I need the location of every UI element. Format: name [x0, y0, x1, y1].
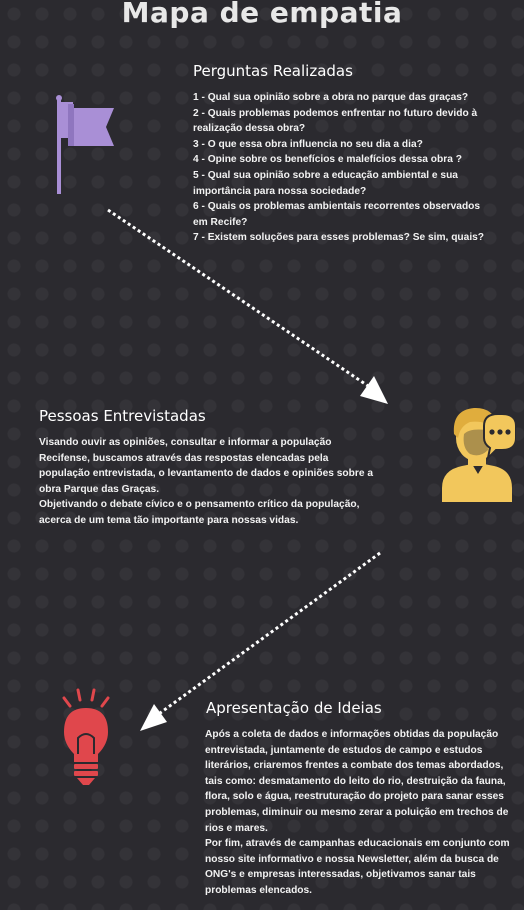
list-item: 3 - O que essa obra influencia no seu dia a dia? — [193, 138, 423, 150]
list-item: 5 - Qual sua opinião sobre a educação ambiental e sua importância para nossa sociedade? — [193, 169, 458, 197]
list-item: 7 - Existem soluções para esses problemas? Se sim, quais? — [193, 232, 485, 244]
list-item: 6 - Quais os problemas ambientais recorrentes observados em Recife? — [193, 201, 481, 228]
perguntas-heading: Perguntas Realizadas — [193, 62, 353, 80]
paragraph: Visando ouvir as opiniões, consultar e informar a população Recifense, buscamos através das respostas elencadas pela população entrevistada, o levantamento de dados e opiniões sobre a obra Parque das Graças. — [39, 437, 374, 495]
person-speech-icon — [440, 404, 516, 502]
ideias-heading: Apresentação de Ideias — [206, 699, 382, 717]
paragraph: Objetivando o debate cívico e o pensamento crítico da população, acerca de um tema tão importante para nossas vidas. — [39, 499, 360, 526]
ideias-text — [205, 727, 510, 899]
list-item: 1 - Qual sua opinião sobre a obra no parque das graças? — [193, 92, 469, 103]
pessoas-text — [39, 435, 374, 529]
list-item: 4 - Opine sobre os benefícios e malefícios dessa obra ? — [193, 154, 462, 166]
pessoas-heading: Pessoas Entrevistadas — [39, 407, 206, 425]
lightbulb-icon — [56, 688, 116, 788]
paragraph: Por fim, através de campanhas educacionais em conjunto com nosso site informativo e nossa Newsletter, além da busca de ONG's e empresas interessadas, objetivamos sanar tais problemas elencados. — [205, 838, 510, 896]
arrow-1 — [108, 210, 388, 404]
list-item: 2 - Quais problemas podemos enfrentar no futuro devido à realização dessa obra? — [193, 107, 478, 135]
page-title: Mapa de empatia — [121, 0, 403, 29]
paragraph: Após a coleta de dados e informações obtidas da população entrevistada, juntamente de estudos de campo e estudos literários, criaremos frentes a combate dos temas abordados, tais como: desmatamento do leito do rio, destruição da fauna, flora, solo e água, reestruturação do projeto para sanar esses problemas, diminuir ou mesmo zerar a poluição em trechos de rios e mares. — [205, 729, 509, 834]
